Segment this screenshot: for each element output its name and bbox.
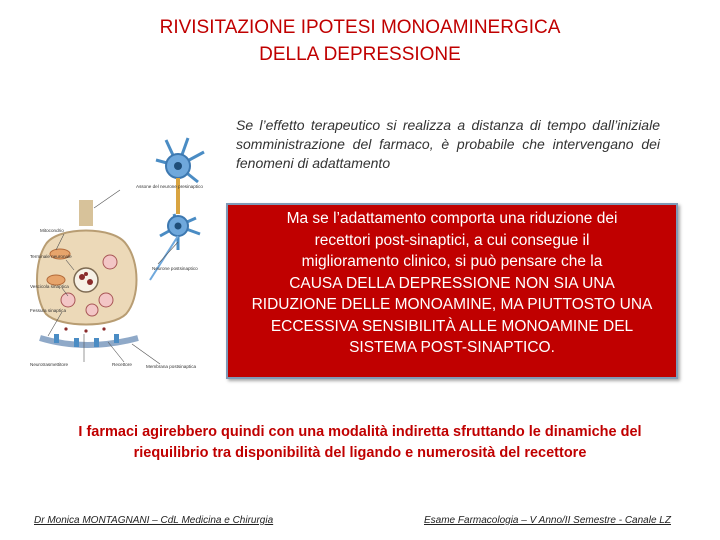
box-line: ECCESSIVA SENSIBILITÀ ALLE MONOAMINE DEL [270, 317, 634, 335]
slide-title [0, 14, 720, 68]
label-membrane: Membrana postsinaptica [146, 364, 197, 369]
footer-course: Esame Farmacologia – V Anno/II Semestre - Canale LZ [424, 515, 671, 526]
label-neurotransmitter: Neurotrasmettitore [30, 362, 69, 367]
box-line: CAUSA DELLA DEPRESSIONE NON SIA UNA [289, 274, 615, 292]
highlight-box [226, 203, 678, 379]
title-line-2: DELLA DEPRESSIONE [259, 44, 461, 65]
intro-text: Se l’effetto terapeutico si realizza a distanza di tempo dall’iniziale somministrazione del farmaco, è probabile che intervengano dei fenomeni di adattamento [236, 117, 660, 171]
box-line: Ma se l’adattamento comporta una riduzione dei [286, 210, 618, 227]
label-axon: Assone del neurone presinaptico [136, 184, 203, 189]
box-line: SISTEMA POST-SINAPTICO. [349, 339, 555, 356]
postsynaptic-membrane [40, 327, 138, 347]
label-terminal: Terminale neuronale [30, 254, 72, 259]
presynaptic-neuron [156, 138, 204, 214]
label-receptor: Recettore [112, 362, 132, 367]
synapse-drawing [28, 130, 224, 378]
title-line-1: RIVISITAZIONE IPOTESI MONOAMINERGICA [159, 17, 561, 38]
box-line: miglioramento clinico, si può pensare che la [301, 253, 603, 270]
box-line: recettori post-sinaptici, a cui consegue il [314, 231, 590, 249]
box-line: RIDUZIONE DELLE MONOAMINE, MA PIUTTOSTO UNA [251, 296, 653, 313]
label-vesicle: Vescicola sinaptica [30, 284, 69, 289]
footer-author: Dr Monica MONTAGNANI – CdL Medicina e Chirurgia [34, 515, 274, 526]
conclusion-line-2: riequilibrio tra disponibilità del ligando e numerosità del recettore [133, 445, 587, 461]
conclusion-text [0, 422, 720, 464]
synapse-illustration [28, 130, 224, 378]
conclusion-line-1: I farmaci agirebbero quindi con una modalità indiretta sfruttando le dinamiche del [78, 424, 642, 440]
label-cleft: Fessura sinaptica [30, 308, 67, 313]
label-postsynaptic-neuron: Neurone postsinaptico [152, 266, 198, 271]
label-mitochondrion: Mitocondrio [40, 228, 64, 233]
